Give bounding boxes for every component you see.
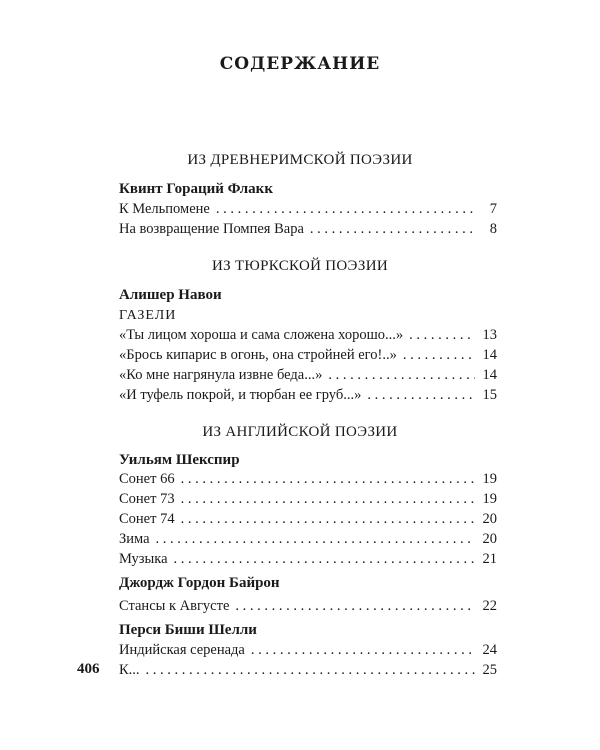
toc-entry[interactable] <box>119 347 497 367</box>
toc-entry[interactable] <box>119 201 497 221</box>
entry-title: «И туфель покрой, и тюрбан ее груб...» <box>119 387 362 403</box>
author-shakespeare: Уильям Шекспир <box>119 452 240 468</box>
author-shelley: Перси Биши Шелли <box>119 622 257 638</box>
entry-page: 24 <box>482 642 497 658</box>
toc-entry[interactable] <box>119 531 497 551</box>
entry-title: Индийская серенада <box>119 642 245 658</box>
entry-title: К Мельпомене <box>119 201 210 217</box>
author-navoi: Алишер Навои <box>119 287 222 303</box>
folio-page-number: 406 <box>77 661 100 677</box>
dot-leader <box>181 491 475 508</box>
toc-entry[interactable] <box>119 471 497 491</box>
dot-leader <box>403 347 475 364</box>
section-heading-ancient-roman: ИЗ ДРЕВНЕРИМСКОЙ ПОЭЗИИ <box>187 152 413 168</box>
toc-entry[interactable] <box>119 642 497 662</box>
entry-page: 8 <box>489 221 497 237</box>
entry-page: 25 <box>482 662 497 678</box>
section-heading-english: ИЗ АНГЛИЙСКОЙ ПОЭЗИИ <box>202 424 398 440</box>
entry-title: Сонет 66 <box>119 471 175 487</box>
entry-page: 21 <box>482 551 497 567</box>
entry-page: 14 <box>482 347 497 363</box>
entry-title: Сонет 74 <box>119 511 175 527</box>
entry-page: 14 <box>482 367 497 383</box>
toc-entry[interactable] <box>119 221 497 241</box>
entry-title: Сонет 73 <box>119 491 175 507</box>
entry-title: «Ты лицом хороша и сама сложена хорошо...» <box>119 327 404 343</box>
entry-page: 19 <box>482 471 497 487</box>
page-title: СОДЕРЖАНИЕ <box>219 54 381 74</box>
entry-page: 7 <box>489 201 497 217</box>
toc-entry[interactable] <box>119 327 497 347</box>
dot-leader <box>251 642 475 659</box>
entry-page: 13 <box>482 327 497 343</box>
dot-leader <box>174 551 475 568</box>
entry-title: «Брось кипарис в огонь, она стройней его!..» <box>119 347 397 363</box>
toc-entry[interactable] <box>119 387 497 407</box>
dot-leader <box>310 221 475 238</box>
dot-leader <box>328 367 475 384</box>
toc-entry[interactable] <box>119 662 497 682</box>
subheading-ghazals: ГАЗЕЛИ <box>119 308 177 323</box>
dot-leader <box>181 471 475 488</box>
entry-title: Стансы к Августе <box>119 598 230 614</box>
dot-leader <box>216 201 475 218</box>
entry-title: Музыка <box>119 551 168 567</box>
entry-page: 20 <box>482 531 497 547</box>
entry-page: 19 <box>482 491 497 507</box>
dot-leader <box>235 598 475 615</box>
section-heading-turkic: ИЗ ТЮРКСКОЙ ПОЭЗИИ <box>211 258 389 274</box>
dot-leader <box>409 327 475 344</box>
entry-title: На возвращение Помпея Вара <box>119 221 304 237</box>
author-horace: Квинт Гораций Флакк <box>119 181 273 197</box>
entry-title: «Ко мне нагрянула извне беда...» <box>119 367 323 383</box>
entry-page: 15 <box>482 387 497 403</box>
toc-entry[interactable] <box>119 491 497 511</box>
dot-leader <box>367 387 475 404</box>
toc-entry[interactable] <box>119 511 497 531</box>
dot-leader <box>146 662 475 679</box>
dot-leader <box>156 531 475 548</box>
author-byron: Джордж Гордон Байрон <box>119 575 280 591</box>
toc-entry[interactable] <box>119 367 497 387</box>
entry-page: 20 <box>482 511 497 527</box>
entry-title: К... <box>119 662 140 678</box>
entry-page: 22 <box>482 598 497 614</box>
toc-entry[interactable] <box>119 598 497 618</box>
dot-leader <box>181 511 475 528</box>
entry-title: Зима <box>119 531 150 547</box>
toc-entry[interactable] <box>119 551 497 571</box>
